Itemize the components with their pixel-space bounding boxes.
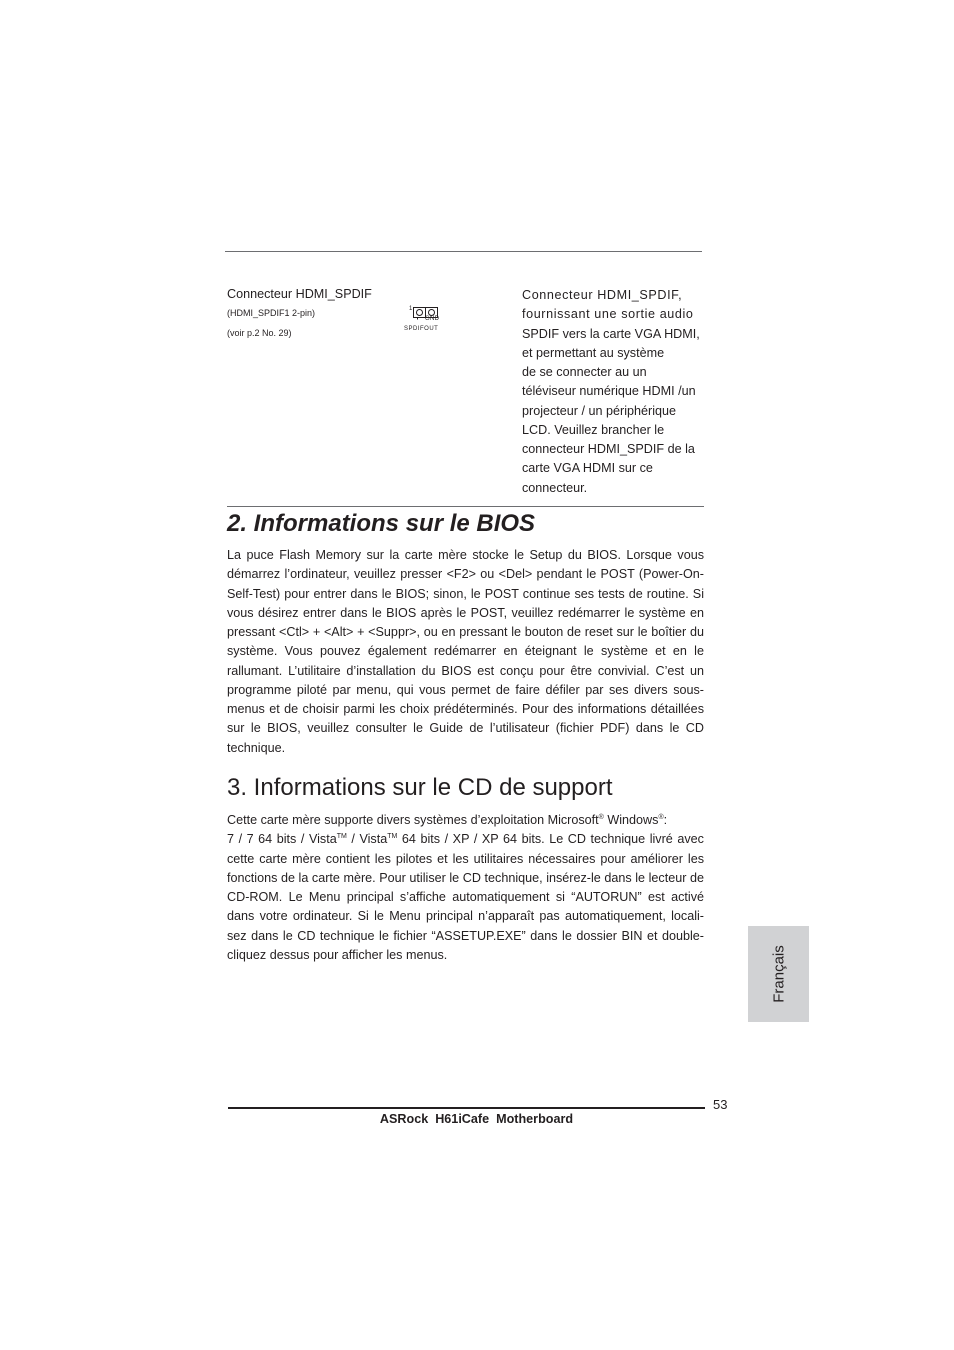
trademark-mark: TM <box>387 833 398 841</box>
section-rule <box>227 506 704 507</box>
registered-mark: ® <box>598 814 604 821</box>
gnd-label: GND <box>425 316 440 322</box>
cd-text: Windows <box>603 813 659 827</box>
description-line: connecteur. <box>522 480 588 495</box>
cd-body <box>227 811 704 965</box>
bios-body: La puce Flash Memory sur la carte mère stocke le Setup du BIOS. Lorsque vous démarrez l’ordinateur, veuillez presser <F2> ou <Del> pendant le POST (Power-On-Self-Test) pour entrer dans le BIOS; sinon, le POST continue ses tests de routine. Si vous désirez entrer dans le BIOS après le POST, veuillez redémarrer le système en pressant <Ctl> + <Alt> + <Suppr>, ou en pressant le bouton de reset sur le boîtier du système. Vous pouvez également redémarrer en éteignant le système et en le rallumant. L’utilitaire d’installation du BIOS est conçu pour être convivial. C’est un programme piloté par menu, qui vous permet de faire défiler par ses divers sous-menus et de choisir parmi les choix prédéterminés. Pour des informations détaillées sur le BIOS, veuillez consulter le Guide de l’utilisateur (fichier PDF) dans le CD technique. <box>227 548 704 755</box>
cd-text: / Vista <box>346 832 388 847</box>
cd-heading: 3. Informations sur le CD de support <box>227 774 613 801</box>
language-tab <box>748 926 809 1022</box>
description-line: carte VGA HDMI sur ce <box>522 461 653 476</box>
trademark-mark: TM <box>336 833 347 841</box>
description-line: Connecteur HDMI_SPDIF, <box>522 288 683 302</box>
footer-product: ASRock H61iCafe Motherboard <box>379 1112 574 1126</box>
connector-diagram <box>404 302 450 336</box>
cd-text: : <box>663 813 668 827</box>
page-number: 53 <box>713 1097 728 1112</box>
description-line: SPDIF vers la carte VGA HDMI, <box>522 326 700 341</box>
description-line: téléviseur numérique HDMI /un <box>522 384 696 399</box>
connector-ref: (voir p.2 No. 29) <box>227 328 292 338</box>
spdifout-label: SPDIFOUT <box>404 326 439 332</box>
language-tab-label: Français <box>770 945 787 1003</box>
cd-text: 7 / 7 64 bits / Vista <box>227 832 337 847</box>
footer-rule <box>228 1107 705 1109</box>
description-line: LCD. Veuillez brancher le <box>522 422 665 437</box>
connector-name: Connecteur HDMI_SPDIF <box>227 287 372 301</box>
description-line: de se connecter au un <box>522 365 647 379</box>
pin-number-label: 1 <box>409 306 413 312</box>
connector-pins: (HDMI_SPDIF1 2-pin) <box>227 308 316 318</box>
description-line: fournissant une sortie audio <box>522 307 694 322</box>
registered-mark: ® <box>658 814 664 821</box>
description-line: projecteur / un périphérique <box>522 403 677 418</box>
description-line: et permettant au système <box>522 345 665 360</box>
bios-heading: 2. Informations sur le BIOS <box>227 510 536 537</box>
description-line: connecteur HDMI_SPDIF de la <box>522 442 695 456</box>
cd-text: 64 bits / XP / XP 64 bits. Le CD technique livré avec cette carte mère contient les pilotes et les utilitaires nécessaires pour améliorer les fonctions de la carte mère. Pour utiliser le CD technique, insérez-le dans le lecteur de CD-ROM. Le Menu principal s’affiche automatiquement si “AUTORUN” est activé dans votre ordinateur. Si le Menu principal n’apparaît pas automatiquement, locali-sez dans le CD technique le fichier “ASSETUP.EXE” dans le dossier BIN et double-cliquez dessus pour afficher les menus. <box>227 832 704 962</box>
connector-description <box>522 286 704 498</box>
top-rule <box>225 251 702 252</box>
cd-text: Cette carte mère supporte divers systèmes d’exploitation Microsoft <box>227 813 599 827</box>
